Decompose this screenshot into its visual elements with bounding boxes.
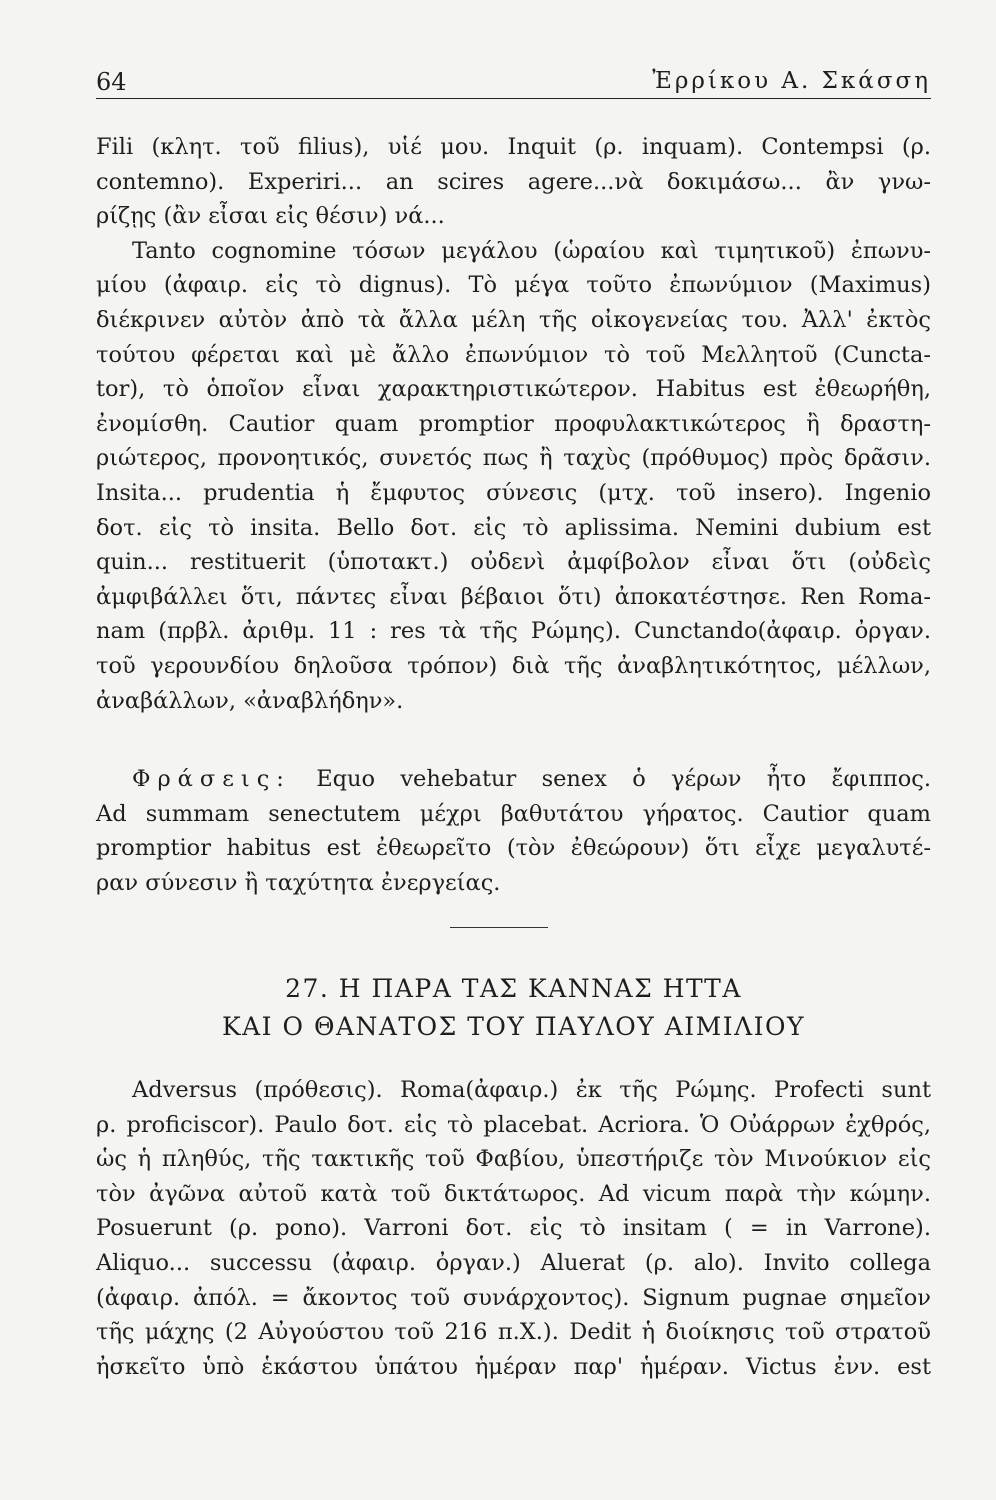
- notes-line: Tanto cognomine τόσων μεγάλου (ὡραίου καὶ τιμητικοῦ) ἐπωνυ-: [132, 237, 931, 264]
- section-line: Posuerunt (ρ. pono). Varroni δοτ. εἰς τὸ insitam ( = in Varrone).: [96, 1215, 931, 1242]
- notes-line: Insita... prudentia ἡ ἔμφυτος σύνεσις (μτχ. τοῦ insero). Ingenio: [96, 479, 931, 506]
- notes-line: contemno). Experiri... an scires agere...νὰ δοκιμάσω... ἂν γνω-: [96, 168, 931, 195]
- notes-line: nam (πρβλ. ἀριθμ. 11 : res τὰ τῆς Ρώμης). Cunctando(ἀφαιρ. ὀργαν.: [96, 618, 931, 645]
- section-line: Aliquo... successu (ἀφαιρ. ὀργαν.) Aluerat (ρ. alo). Invito collega: [96, 1249, 931, 1276]
- notes-line: ἐνομίσθη. Cautior quam promptior προφυλακτικώτερος ἢ δραστη-: [96, 410, 931, 437]
- section-line: ὡς ἡ πληθύς, τῆς τακτικῆς τοῦ Φαβίου, ὑπεστήριζε τὸν Μινούκιον εἰς: [96, 1146, 931, 1173]
- section-line: τῆς μάχης (2 Αὐγούστου τοῦ 216 π.Χ.). Dedit ἡ διοίκησις τοῦ στρατοῦ: [96, 1319, 931, 1346]
- notes-line: τούτου φέρεται καὶ μὲ ἄλλο ἐπωνύμιον τὸ τοῦ Μελλητοῦ (Cuncta-: [96, 341, 931, 368]
- running-head: Ἐρρίκου Α. Σκάσση: [652, 68, 931, 94]
- phrases-line: ραν σύνεσιν ἢ ταχύτητα ἐνεργείας.: [96, 869, 501, 896]
- section-title-line-1: 27. Η ΠΑΡΑ ΤΑΣ ΚΑΝΝΑΣ ΗΤΤΑ: [285, 974, 742, 1003]
- section-body: [96, 1073, 931, 1384]
- section-divider: [450, 927, 548, 928]
- notes-line: δοτ. εἰς τὸ insita. Bello δοτ. εἰς τὸ aplissima. Nemini dubium est: [96, 514, 931, 541]
- notes-line: Fili (κλητ. τοῦ filius), υἱέ μου. Inquit (ρ. inquam). Contempsi (ρ.: [96, 134, 931, 160]
- phrases-block: [96, 762, 931, 900]
- page-header: [96, 64, 931, 99]
- notes-line: διέκρινεν αὐτὸν ἀπὸ τὰ ἄλλα μέλη τῆς οἰκογενείας του. Ἀλλ' ἐκτὸς: [96, 306, 931, 333]
- section-line: (ἀφαιρ. ἀπόλ. = ἄκοντος τοῦ συνάρχοντος). Signum pugnae σημεῖον: [96, 1284, 931, 1311]
- page-number: 64: [96, 68, 127, 96]
- notes-block: [96, 130, 931, 718]
- phrases-label: Φράσεις:: [132, 766, 291, 792]
- notes-line: ἀναβάλλων, «ἀναβλήδην».: [96, 687, 404, 714]
- notes-line: ρίζῃς (ἂν εἶσαι εἰς θέσιν) νά...: [96, 203, 445, 230]
- notes-line: ριώτερος, προνοητικός, συνετός πως ἢ ταχὺς (πρόθυμος) πρὸς δρᾶσιν.: [96, 445, 931, 472]
- section-line: ρ. proficiscor). Paulo δοτ. εἰς τὸ placebat. Acriora. Ὁ Οὐάρρων ἐχθρός,: [96, 1111, 931, 1138]
- notes-line: tor), τὸ ὁποῖον εἶναι χαρακτηριστικώτερον. Habitus est ἐθεωρήθη,: [96, 376, 931, 403]
- phrases-line: Ad summam senectutem μέχρι βαθυτάτου γήρατος. Cautior quam: [96, 800, 931, 827]
- notes-line: μίου (ἀφαιρ. εἰς τὸ dignus). Τὸ μέγα τοῦτο ἐπωνύμιον (Maximus): [96, 272, 931, 299]
- notes-line: ἀμφιβάλλει ὅτι, πάντες εἶναι βέβαιοι ὅτι) ἀποκατέστησε. Ren Roma-: [96, 583, 931, 610]
- phrases-text: Equo vehebatur senex ὁ γέρων ἦτο ἔφιππος.: [316, 766, 931, 792]
- phrases-line: promptior habitus est ἐθεωρεῖτο (τὸν ἐθεώρουν) ὅτι εἶχε μεγαλυτέ-: [96, 835, 931, 862]
- notes-line: quin... restituerit (ὑποτακτ.) οὐδενὶ ἀμφίβολον εἶναι ὅτι (οὐδεὶς: [96, 549, 931, 576]
- section-line: τὸν ἀγῶνα αὐτοῦ κατὰ τοῦ δικτάτωρος. Ad vicum παρὰ τὴν κώμην.: [96, 1180, 931, 1207]
- section-line: Adversus (πρόθεσις). Roma(ἀφαιρ.) ἐκ τῆς Ρώμης. Profecti sunt: [132, 1077, 931, 1103]
- section-title-line-2: ΚΑΙ Ο ΘΑΝΑΤΟΣ ΤΟΥ ΠΑΥΛΟΥ ΑΙΜΙΛΙΟΥ: [221, 1012, 806, 1041]
- section-line: ἠσκεῖτο ὑπὸ ἑκάστου ὑπάτου ἡμέραν παρ' ἡμέραν. Victus ἐνν. est: [96, 1353, 931, 1380]
- notes-line: τοῦ γερουνδίου δηλοῦσα τρόπον) διὰ τῆς ἀναβλητικότητος, μέλλων,: [96, 652, 931, 679]
- phrases-line: [96, 762, 931, 797]
